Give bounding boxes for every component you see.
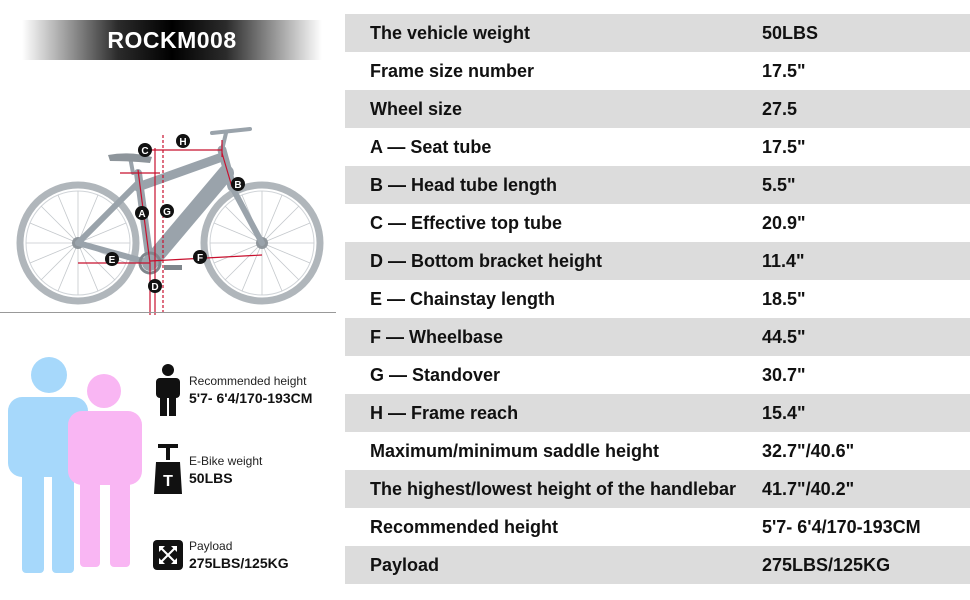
spec-value: 18.5" [762,288,806,309]
info-value: 275LBS/125KG [189,555,289,571]
svg-text:F: F [196,253,204,264]
spec-name: F — Wheelbase [370,326,504,347]
bike-geometry-diagram [0,115,336,320]
svg-text:E: E [108,255,116,266]
spec-name: C — Effective top tube [370,212,563,233]
spec-table [345,14,970,584]
marker-a [135,206,149,220]
table-row [345,14,970,52]
info-label: E-Bike weight [189,454,263,468]
spec-name: The vehicle weight [370,22,531,43]
table-row [345,204,970,242]
marker-e [105,252,119,266]
table-row [345,394,970,432]
spec-name: E — Chainstay length [370,288,556,309]
spec-name: Recommended height [370,516,559,537]
info-ebike-weight [152,450,262,490]
spec-value: 275LBS/125KG [762,554,891,575]
table-row [345,470,970,508]
spec-name: Payload [370,554,440,575]
svg-text:C: C [141,146,149,157]
spec-name: G — Standover [370,364,501,385]
spec-value: 5.5" [762,174,796,195]
marker-g [160,204,174,218]
marker-b [231,177,245,191]
info-label: Recommended height [189,374,307,388]
table-row [345,318,970,356]
svg-text:B: B [234,180,242,191]
svg-text:T: T [163,473,173,490]
table-row [345,280,970,318]
spec-name: Maximum/minimum saddle height [370,440,660,461]
measurement-lines [78,135,262,315]
spec-name: Frame size number [370,60,535,81]
table-row [345,508,970,546]
spec-value: 30.7" [762,364,806,385]
table-row [345,128,970,166]
table-row [345,166,970,204]
svg-text:D: D [151,282,159,293]
svg-text:G: G [163,207,171,218]
info-value: 50LBS [189,470,233,486]
spec-name: A — Seat tube [370,136,492,157]
svg-text:A: A [138,209,146,220]
spec-value: 20.9" [762,212,806,233]
table-row [345,432,970,470]
table-row [345,546,970,584]
spec-value: 32.7"/40.6" [762,440,855,461]
ground-line [0,312,336,313]
marker-f [193,250,207,264]
marker-d [148,279,162,293]
spec-name: H — Frame reach [370,402,519,423]
marker-c [138,143,152,157]
weight-icon [152,450,184,490]
spec-name: D — Bottom bracket height [370,250,603,271]
table-row [345,52,970,90]
spec-name: Wheel size [370,98,463,119]
spec-value: 15.4" [762,402,806,423]
spec-value: 11.4" [762,250,805,271]
spec-value: 27.5 [762,98,798,119]
person-icon [152,370,184,410]
info-value: 5'7- 6'4/170-193CM [189,390,313,406]
spec-value: 41.7"/40.2" [762,478,855,499]
spec-value: 44.5" [762,326,806,347]
spec-value: 17.5" [762,136,806,157]
bike-illustration [0,115,336,320]
payload-icon [152,535,184,575]
spec-value: 5'7- 6'4/170-193CM [762,516,921,537]
table-row [345,356,970,394]
svg-text:H: H [179,137,187,148]
info-label: Payload [189,539,233,553]
table-row [345,90,970,128]
info-recommended-height [152,370,312,410]
pedal [164,265,182,270]
model-banner [22,20,322,60]
spec-name: The highest/lowest height of the handlebar [370,478,737,499]
table-row [345,242,970,280]
spec-value: 17.5" [762,60,806,81]
marker-h [176,134,190,148]
info-payload [152,535,289,575]
spec-name: B — Head tube length [370,174,558,195]
height-comparison-figures [8,355,148,575]
model-name: ROCKM008 [107,26,237,53]
spec-value: 50LBS [762,22,819,43]
